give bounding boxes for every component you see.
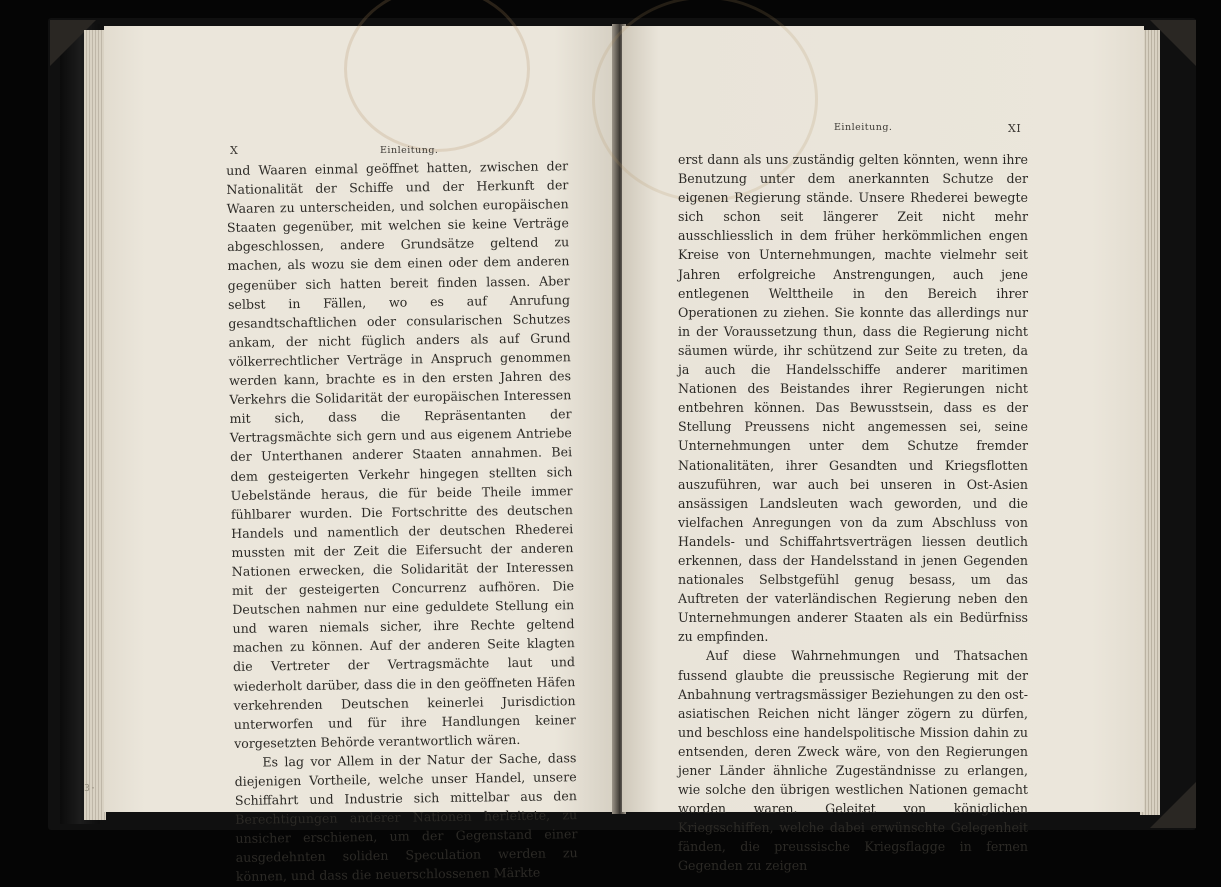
right-page xyxy=(622,26,1144,874)
running-title: Einleitung. xyxy=(834,122,893,133)
paragraph: und Waaren einmal geöffnet hatten, zwischen der Nationalität der Schiffe und der Herkunft der Waaren zu unterscheiden, und solchen europäischen Staaten gegenüber, mit welchen sie keine Verträge abgeschlossen, andere Grundsätze geltend zu machen, als wozu sie dem einen oder dem anderen gegenüber sich hatten bereit finden lassen. Aber selbst in Fällen, wo es auf Anrufung gesandtschaftlichen oder consularischen Schutzes ankam, der nicht füglich anders als auf Grund völkerrechtlicher Verträge in Anspruch genommen werden kann, brachte es in den ersten Jahren des Verkehrs die Solidarität der europäischen Interessen mit sich, dass die Repräsentanten der Vertragsmächte sich gern und aus eigenem Antriebe der Unterthanen anderer Staaten annahmen. Bei dem gesteigerten Verkehr hingegen stellten sich Uebelstände heraus, die für beide Theile immer fühlbarer wurden. Die Fortschritte des deutschen Handels und namentlich der deutschen Rhederei mussten mit der Zeit die Eifersucht der anderen Nationen erwecken, die Solidarität der Interessen mit der gesteigerten Concurrenz aufhören. Die Deutschen nahmen nur eine geduldete Stellung ein und waren niemals sicher, ihre Rechte geltend machen zu können. Auf der anderen Seite klagten die Vertreter der Vertragsmächte laut und wiederholt darüber, dass die in den geöffneten Häfen verkehrenden Deutschen keinerlei Jurisdiction unterworfen und für ihre Handlungen keiner vorgesetzten Behörde verantwortlich wären. xyxy=(226,158,576,751)
left-page xyxy=(104,26,616,885)
water-stain xyxy=(344,0,530,152)
page-number: X xyxy=(230,144,239,157)
page-number: XI xyxy=(1008,122,1022,135)
page-edges-left xyxy=(84,30,106,820)
page-body xyxy=(678,150,1028,876)
margin-pencil-note: 3· xyxy=(84,783,97,794)
page-body xyxy=(226,156,578,886)
paragraph: Auf diese Wahrnehmungen und Thatsachen fussend glaubte die preussische Regierung mit der Anbahnung vertragsmässiger Beziehungen zu den ost-asiatischen Reichen nicht länger zögern zu dürfen, und beschloss eine handelspolitische Mission dahin zu entsenden, deren Zweck wäre, von den Regierungen jener Länder ähnliche Zugeständnisse zu erlangen, wie solche den übrigen westlichen Nationen gemacht worden waren. Geleitet von königlichen Kriegsschiffen, welche dabei erwünschte Gelegenheit fänden, die preussische Kriegsflagge in fernen Gegenden zu zeigen xyxy=(678,648,1028,874)
paragraph: Es lag vor Allem in der Natur der Sache, dass diejenigen Vortheile, welche unser Handel, unsere Schiffahrt und Industrie sich mittelbar aus den Berechtigungen anderer Nationen herleitete, zu unsicher erschienen, um der Gegenstand einer ausgedehnten soliden Speculation werden zu können, und dass die neuerschlossenen Märkte xyxy=(234,750,578,885)
running-title: Einleitung. xyxy=(380,145,439,156)
paragraph: erst dann als uns zuständig gelten könnten, wenn ihre Benutzung unter dem anerkannten Schutze der eigenen Regierung stände. Unsere Rhederei bewegte sich schon seit längerer Zeit nicht mehr ausschliesslich in dem früher herkömmlichen engen Kreise von Unternehmungen, machte vielmehr seit Jahren erfolgreiche Anstrengungen, auch jene entlegenen Welttheile in den Bereich ihrer Operationen zu ziehen. Sie konnte das allerdings nur in der Voraussetzung thun, dass die Regierung nicht säumen würde, ihr schützend zur Seite zu treten, da ja auch die Handelsschiffe anderer maritimen Nationen des Beistandes ihrer Regierungen nicht entbehren können. Das Bewusstsein, dass es der Stellung Preussens nicht angemessen sei, seine Unternehmungen unter dem Schutze fremder Nationalitäten, ihrer Gesandten und Kriegsflotten auszuführen, war auch bei unseren in Ost-Asien ansässigen Landsleuten wach geworden, und die vielfachen Anregungen von da zum Abschluss von Handels- und Schiffahrtsverträgen liessen deutlich erkennen, dass der Handelsstand in jenen Gegenden nationales Selbstgefühl genug besass, um das Auftreten der vaterländischen Regierung neben den Unternehmungen anderer Staaten als ein Bedürfniss zu empfinden. xyxy=(678,152,1028,645)
